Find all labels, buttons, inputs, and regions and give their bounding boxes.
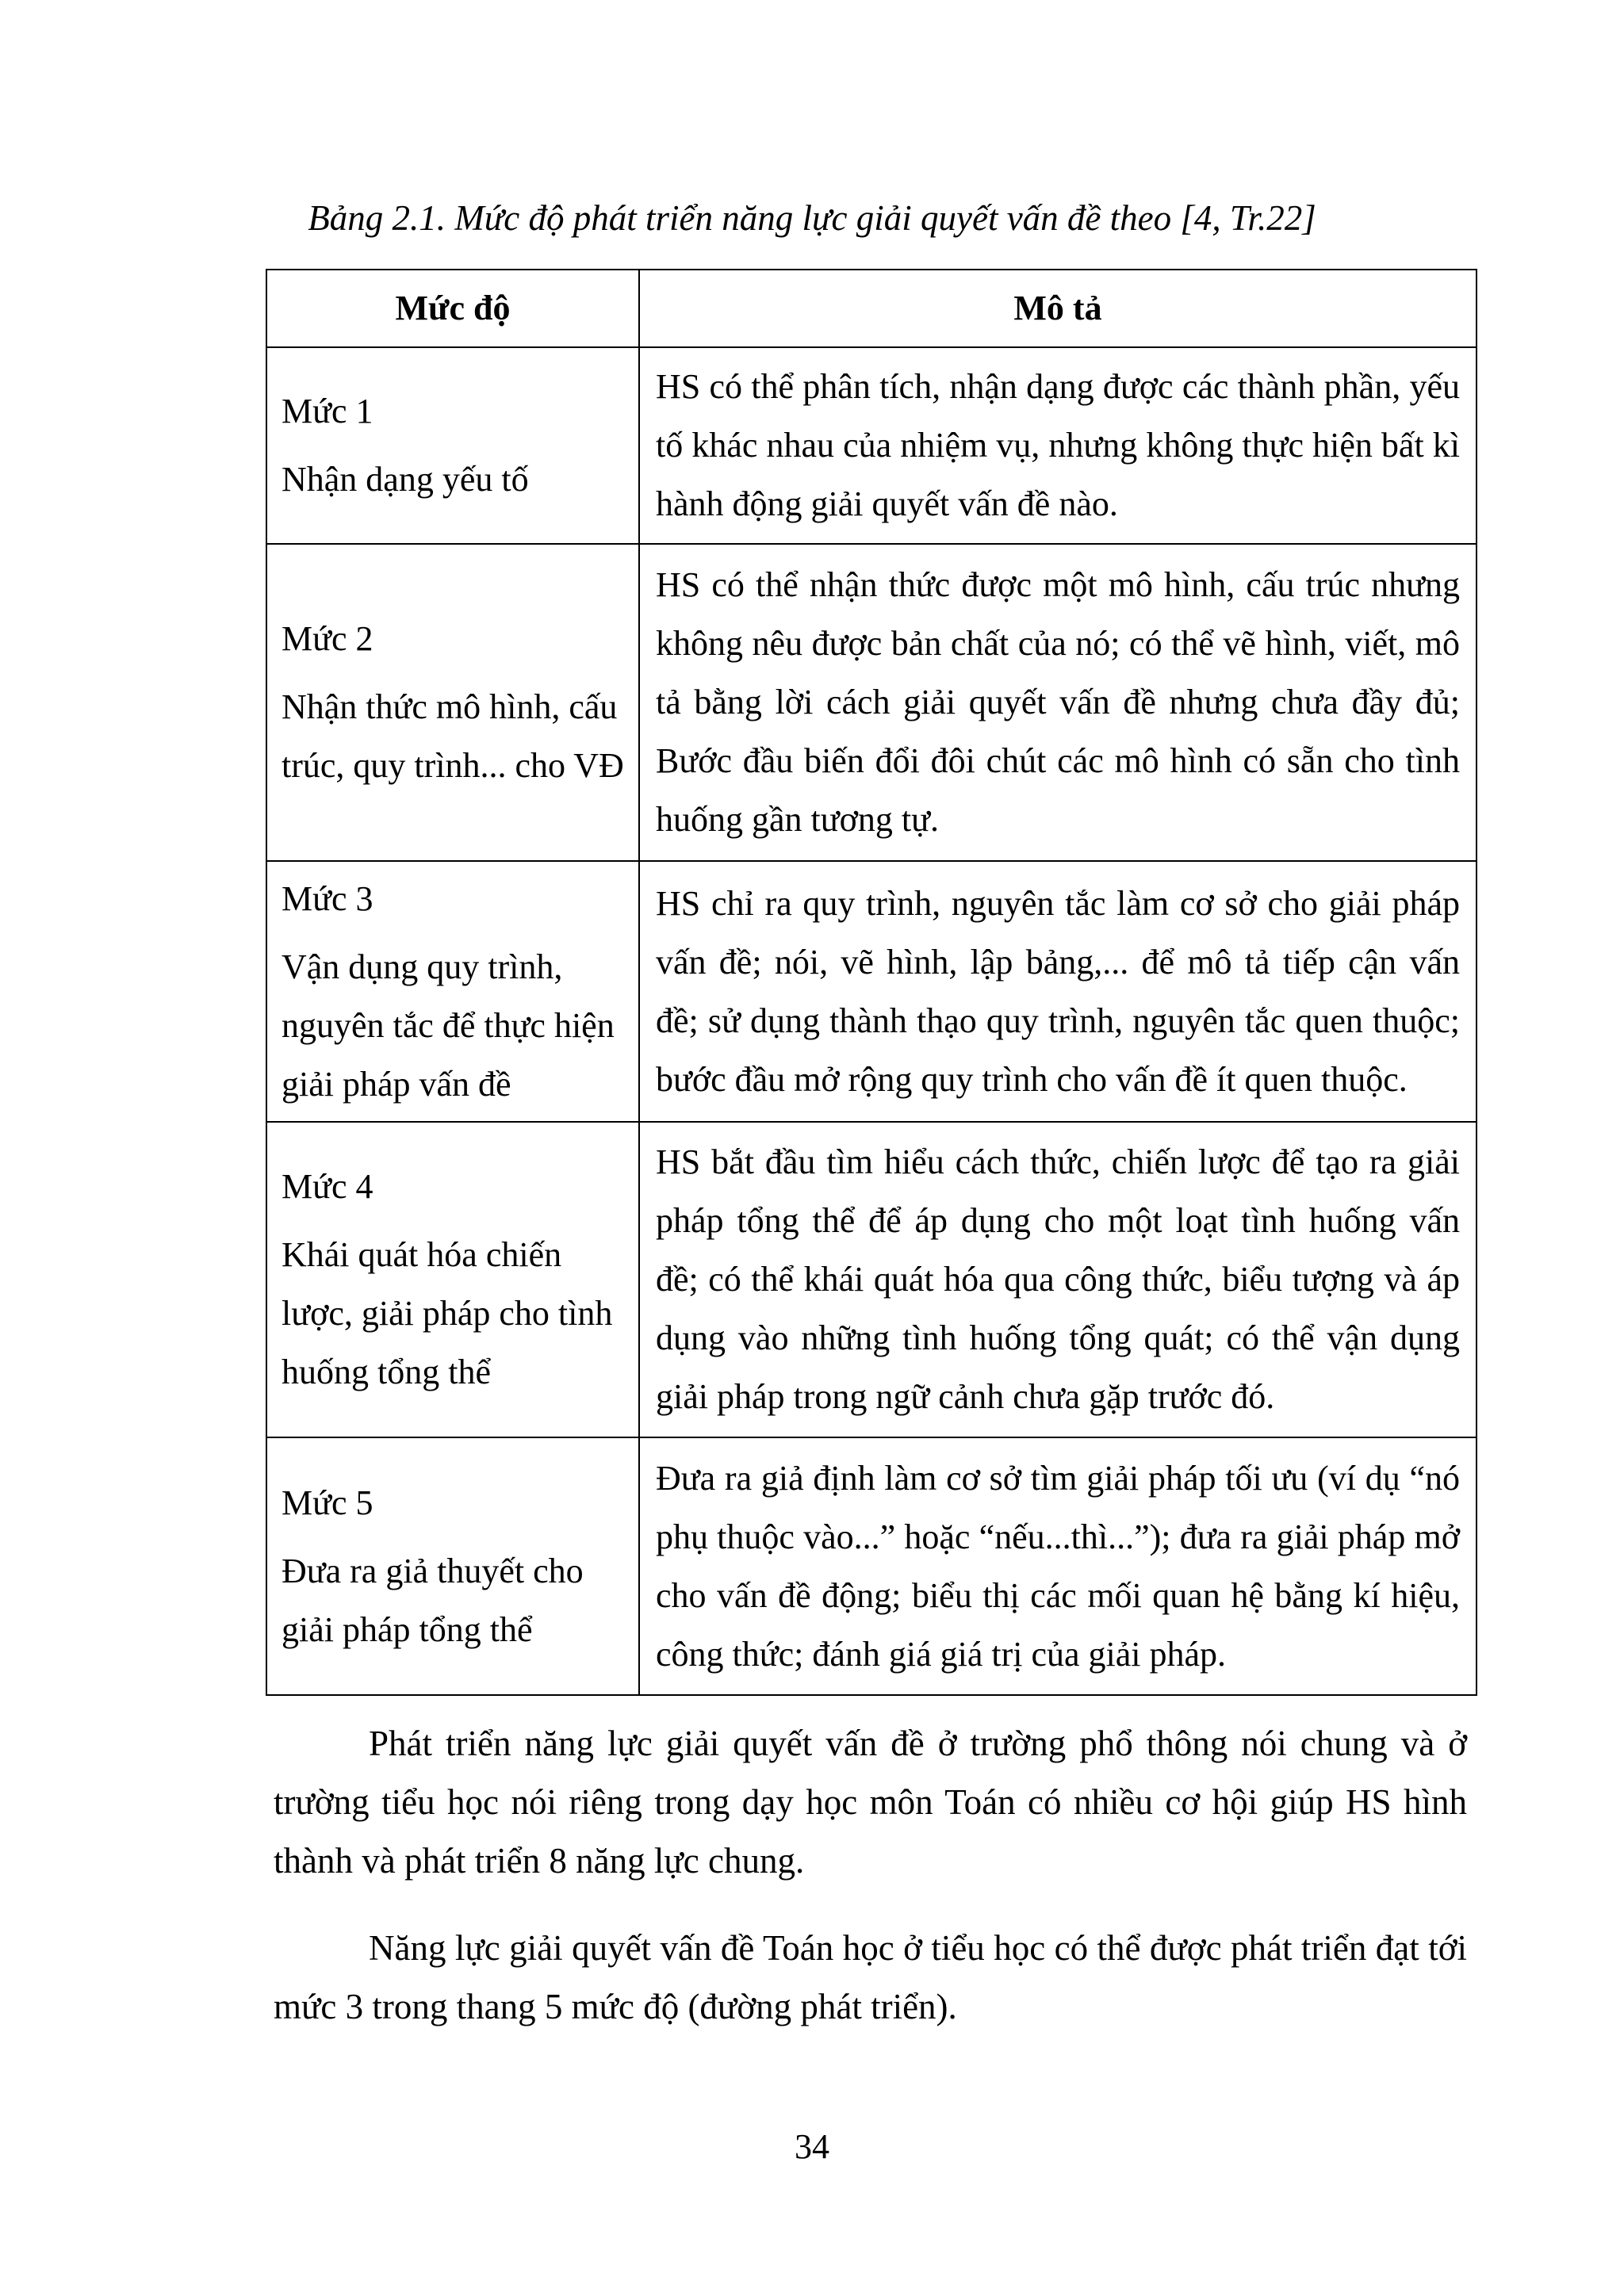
description-cell: HS có thể phân tích, nhận dạng được các thành phần, yếu tố khác nhau của nhiệm vụ, nhưng không thực hiện bất kì hành động giải quyết vấn đề nào. [639,347,1477,544]
table-row [266,347,1477,544]
description-cell: HS có thể nhận thức được một mô hình, cấu trúc nhưng không nêu được bản chất của nó; có thể vẽ hình, viết, mô tả bằng lời cách giải quyết vấn đề nhưng chưa đầy đủ; Bước đầu biến đổi đôi chút các mô hình có sẵn cho tình huống gần tương tự. [639,544,1477,861]
level-title: Đưa ra giả thuyết cho giải pháp tổng thể [282,1551,584,1649]
header-level: Mức độ [266,270,639,347]
table-row [266,1437,1477,1695]
page-number: 34 [795,2127,829,2166]
level-title: Nhận thức mô hình, cấu trúc, quy trình... cho VĐ [282,687,624,785]
table-caption: Bảng 2.1. Mức độ phát triển năng lực giải quyết vấn đề theo [4, Tr.22] [308,198,1316,238]
description-cell: Đưa ra giả định làm cơ sở tìm giải pháp tối ưu (ví dụ “nó phụ thuộc vào...” hoặc “nếu...thì...”); đưa ra giải pháp mở cho vấn đề động; biểu thị các mối quan hệ bằng kí hiệu, công thức; đánh giá giá trị của giải pháp. [639,1437,1477,1695]
level-name: Mức 1 [282,392,373,430]
level-title: Nhận dạng yếu tố [282,460,529,499]
body-paragraph: Phát triển năng lực giải quyết vấn đề ở trường phổ thông nói chung và ở trường tiểu học nói riêng trong dạy học môn Toán có nhiều cơ hội giúp HS hình thành và phát triển 8 năng lực chung. [274,1724,1467,1881]
level-cell [266,1122,639,1437]
level-cell [266,1437,639,1695]
table-row [266,1122,1477,1437]
development-levels-table [266,269,1477,1696]
table-row [266,861,1477,1122]
level-cell [266,347,639,544]
level-name: Mức 4 [282,1167,373,1206]
level-name: Mức 2 [282,619,373,658]
description-cell: HS chỉ ra quy trình, nguyên tắc làm cơ sở cho giải pháp vấn đề; nói, vẽ hình, lập bảng,... để mô tả tiếp cận vấn đề; sử dụng thành thạo quy trình, nguyên tắc quen thuộc; bước đầu mở rộng quy trình cho vấn đề ít quen thuộc. [639,861,1477,1122]
description-cell: HS bắt đầu tìm hiểu cách thức, chiến lược để tạo ra giải pháp tổng thể để áp dụng cho một loạt tình huống vấn đề; có thể khái quát hóa qua công thức, biểu tượng và áp dụng vào những tình huống tổng quát; có thể vận dụng giải pháp trong ngữ cảnh chưa gặp trước đó. [639,1122,1477,1437]
level-cell [266,544,639,861]
level-name: Mức 3 [282,878,373,918]
level-title: Khái quát hóa chiến lược, giải pháp cho tình huống tổng thể [282,1235,613,1391]
table-row [266,544,1477,861]
level-name: Mức 5 [282,1483,373,1522]
header-description: Mô tả [639,270,1477,347]
table-header-row [266,270,1477,347]
level-title: Vận dụng quy trình, nguyên tắc để thực hiện giải pháp vấn đề [282,947,615,1104]
body-paragraph: Năng lực giải quyết vấn đề Toán học ở tiểu học có thể được phát triển đạt tới mức 3 trong thang 5 mức độ (đường phát triển). [274,1928,1467,2026]
level-cell [266,861,639,1122]
